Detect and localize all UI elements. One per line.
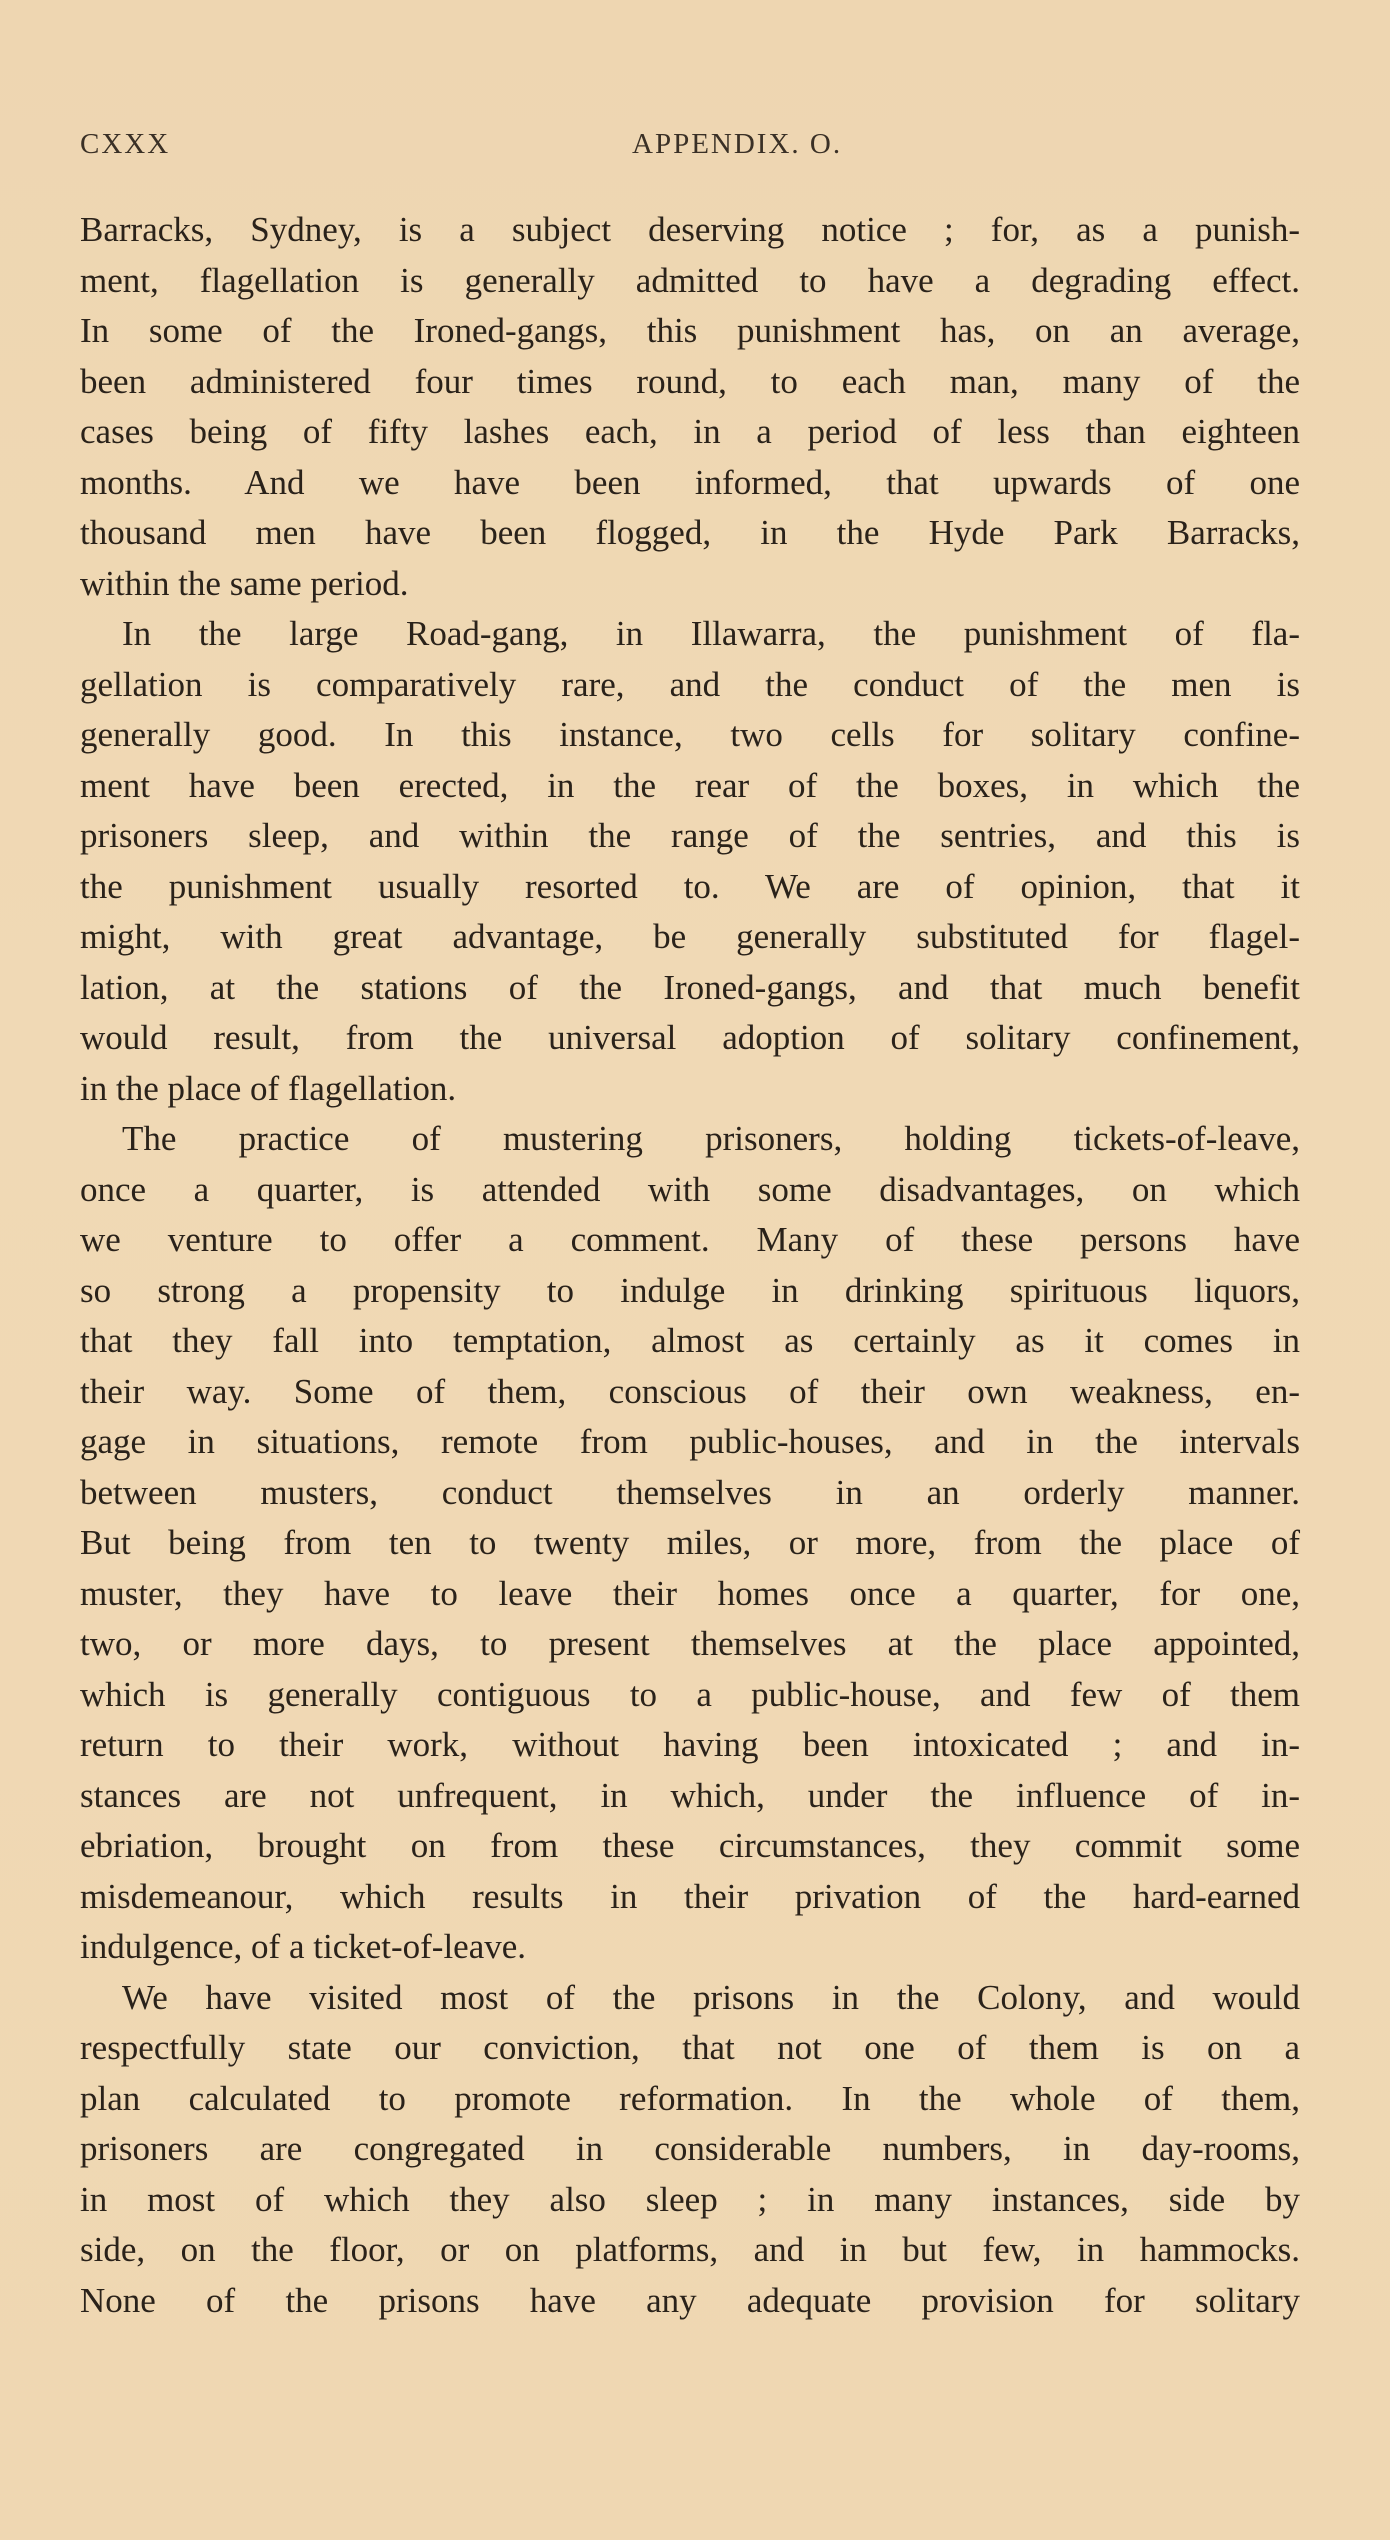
running-head-title: APPENDIX. O. bbox=[632, 128, 843, 160]
text-line: two, or more days, to present themselves at the place appointed, bbox=[80, 1624, 1300, 1663]
text-line: respectfully state our conviction, that not one of them is on a bbox=[80, 2028, 1300, 2067]
text-line: been administered four times round, to each man, many of the bbox=[80, 361, 1300, 401]
text-line: thousand men have been flogged, in the Hyde Park Barracks, bbox=[80, 513, 1300, 552]
text-line: in most of which they also sleep ; in many instances, side by bbox=[80, 2179, 1300, 2219]
text-line: side, on the floor, or on platforms, and in but few, in hammocks. bbox=[80, 2230, 1300, 2269]
text-line: stances are not unfrequent, in which, under the influence of in- bbox=[80, 1775, 1300, 1815]
text-line: lation, at the stations of the Ironed-gangs, and that much benefit bbox=[80, 967, 1300, 1007]
text-line: Barracks, Sydney, is a subject deserving notice ; for, as a punish- bbox=[80, 210, 1300, 249]
text-line: None of the prisons have any adequate provision for solitary bbox=[80, 2280, 1300, 2320]
text-line: might, with great advantage, be generally substituted for flagel- bbox=[80, 917, 1300, 956]
text-line: gellation is comparatively rare, and the conduct of the men is bbox=[80, 664, 1300, 704]
page-number: CXXX bbox=[80, 128, 171, 160]
text-line: ebriation, brought on from these circumstances, they commit some bbox=[80, 1826, 1300, 1865]
text-line: plan calculated to promote reformation. In the whole of them, bbox=[80, 2078, 1300, 2118]
text-line: muster, they have to leave their homes once a quarter, for one, bbox=[80, 1573, 1300, 1613]
text-line: between musters, conduct themselves in an orderly manner. bbox=[80, 1472, 1300, 1512]
text-line: indulgence, of a ticket-of-leave. bbox=[80, 1927, 527, 1966]
text-line: prisoners are congregated in considerable numbers, in day-rooms, bbox=[80, 2129, 1300, 2168]
text-line: cases being of fifty lashes each, in a period of less than eighteen bbox=[80, 412, 1300, 451]
running-head bbox=[80, 128, 1300, 168]
text-line: return to their work, without having been intoxicated ; and in- bbox=[80, 1725, 1300, 1764]
text-line: In some of the Ironed-gangs, this punishment has, on an average, bbox=[80, 311, 1300, 350]
text-line: But being from ten to twenty miles, or more, from the place of bbox=[80, 1523, 1300, 1562]
text-line: misdemeanour, which results in their privation of the hard-earned bbox=[80, 1876, 1300, 1916]
body-text bbox=[80, 205, 1300, 2326]
text-line: generally good. In this instance, two cells for solitary confine- bbox=[80, 715, 1300, 754]
text-line: once a quarter, is attended with some disadvantages, on which bbox=[80, 1169, 1300, 1209]
text-line: that they fall into temptation, almost as certainly as it comes in bbox=[80, 1321, 1300, 1360]
text-line: within the same period. bbox=[80, 563, 409, 603]
text-line: We have visited most of the prisons in the Colony, and would bbox=[122, 1977, 1300, 2017]
text-line: In the large Road-gang, in Illawarra, the punishment of fla- bbox=[122, 614, 1300, 653]
text-line: months. And we have been informed, that upwards of one bbox=[80, 462, 1300, 502]
text-line: the punishment usually resorted to. We are of opinion, that it bbox=[80, 866, 1300, 906]
text-line: ment, flagellation is generally admitted to have a degrading effect. bbox=[80, 260, 1300, 300]
text-line: The practice of mustering prisoners, holding tickets-of-leave, bbox=[122, 1119, 1300, 1158]
text-line: in the place of flagellation. bbox=[80, 1068, 457, 1108]
text-line: gage in situations, remote from public-houses, and in the intervals bbox=[80, 1422, 1300, 1461]
text-line: prisoners sleep, and within the range of the sentries, and this is bbox=[80, 816, 1300, 855]
text-line: so strong a propensity to indulge in drinking spirituous liquors, bbox=[80, 1270, 1300, 1310]
text-line: we venture to offer a comment. Many of these persons have bbox=[80, 1220, 1300, 1259]
text-line: ment have been erected, in the rear of the boxes, in which the bbox=[80, 765, 1300, 805]
text-line: which is generally contiguous to a public-house, and few of them bbox=[80, 1674, 1300, 1714]
text-line: their way. Some of them, conscious of their own weakness, en- bbox=[80, 1371, 1300, 1411]
text-line: would result, from the universal adoption of solitary confinement, bbox=[80, 1018, 1300, 1057]
